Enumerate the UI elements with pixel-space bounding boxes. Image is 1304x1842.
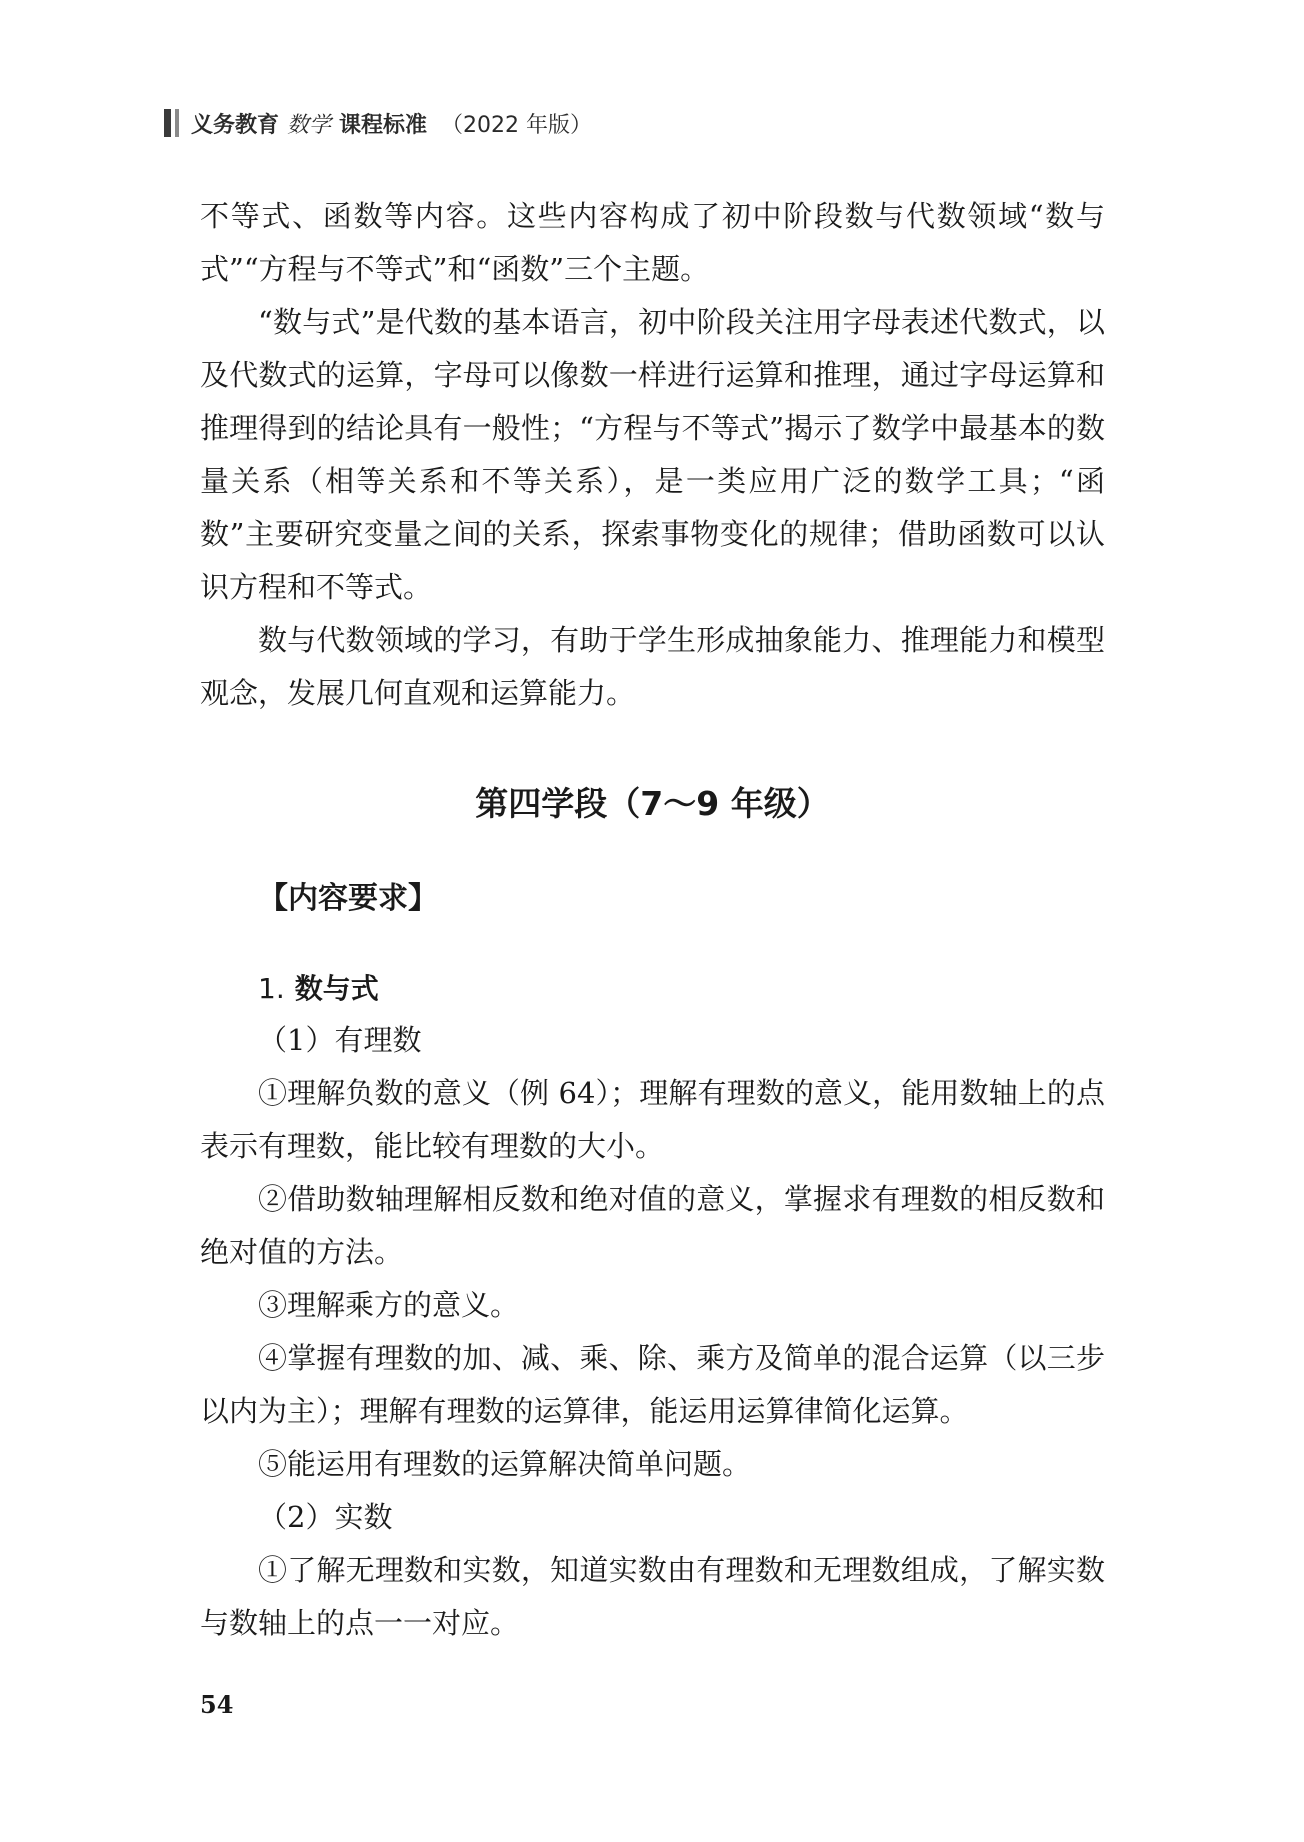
list-item: ①了解无理数和实数，知道实数由有理数和无理数组成，了解实数与数轴上的点一一对应。 <box>200 1553 1105 1640</box>
paragraph-numbers-and-expressions: “数与式”是代数的基本语言，初中阶段关注用字母表述代数式，以及代数式的运算，字母可以像数一样进行运算和推理，通过字母运算和推理得到的结论具有一般性；“方程与不等式”揭示了数学中最基本的数量关系（相等关系和不等关系），是一类应用广泛的数学工具；“函数”主要研究变量之间的关系，探索事物变化的规律；借助函数可以认识方程和不等式。 <box>200 305 1105 604</box>
subsection-number: 1. <box>258 972 285 1005</box>
page-number: 54 <box>200 1690 234 1719</box>
header-bar-icon <box>164 109 179 137</box>
topic-heading-rational: （1）有理数 <box>258 1023 422 1057</box>
list-item: ⑤能运用有理数的运算解决简单问题。 <box>258 1447 752 1481</box>
paragraph-continued: 不等式、函数等内容。这些内容构成了初中阶段数与代数领域“数与式”“方程与不等式”和“函数”三个主题。 <box>200 199 1105 286</box>
list-item: ②借助数轴理解相反数和绝对值的意义，掌握求有理数的相反数和绝对值的方法。 <box>200 1182 1105 1269</box>
header-title-part3: 课程标准 <box>339 112 428 138</box>
header-title-part1: 义务教育 <box>191 112 280 138</box>
topic-heading-real: （2）实数 <box>258 1500 393 1534</box>
header-edition: （2022 年版） <box>441 112 593 138</box>
list-item: ①理解负数的意义（例 64）；理解有理数的意义，能用数轴上的点表示有理数，能比较有理数的大小。 <box>200 1076 1105 1163</box>
list-item: ③理解乘方的意义。 <box>258 1288 520 1322</box>
subsection-name: 数与式 <box>294 972 379 1005</box>
list-item: ④掌握有理数的加、减、乘、除、乘方及简单的混合运算（以三步以内为主）；理解有理数的运算律，能运用运算律简化运算。 <box>200 1341 1105 1428</box>
paragraph-learning-goals: 数与代数领域的学习，有助于学生形成抽象能力、推理能力和模型观念，发展几何直观和运算能力。 <box>200 623 1105 710</box>
page-content <box>200 190 1105 1650</box>
section-title: 【内容要求】 <box>258 881 438 916</box>
running-header <box>164 108 592 138</box>
subsection-title <box>258 964 1105 1014</box>
stage-title: 第四学段（7～9 年级） <box>475 784 830 823</box>
header-title-part2: 数学 <box>287 112 332 138</box>
